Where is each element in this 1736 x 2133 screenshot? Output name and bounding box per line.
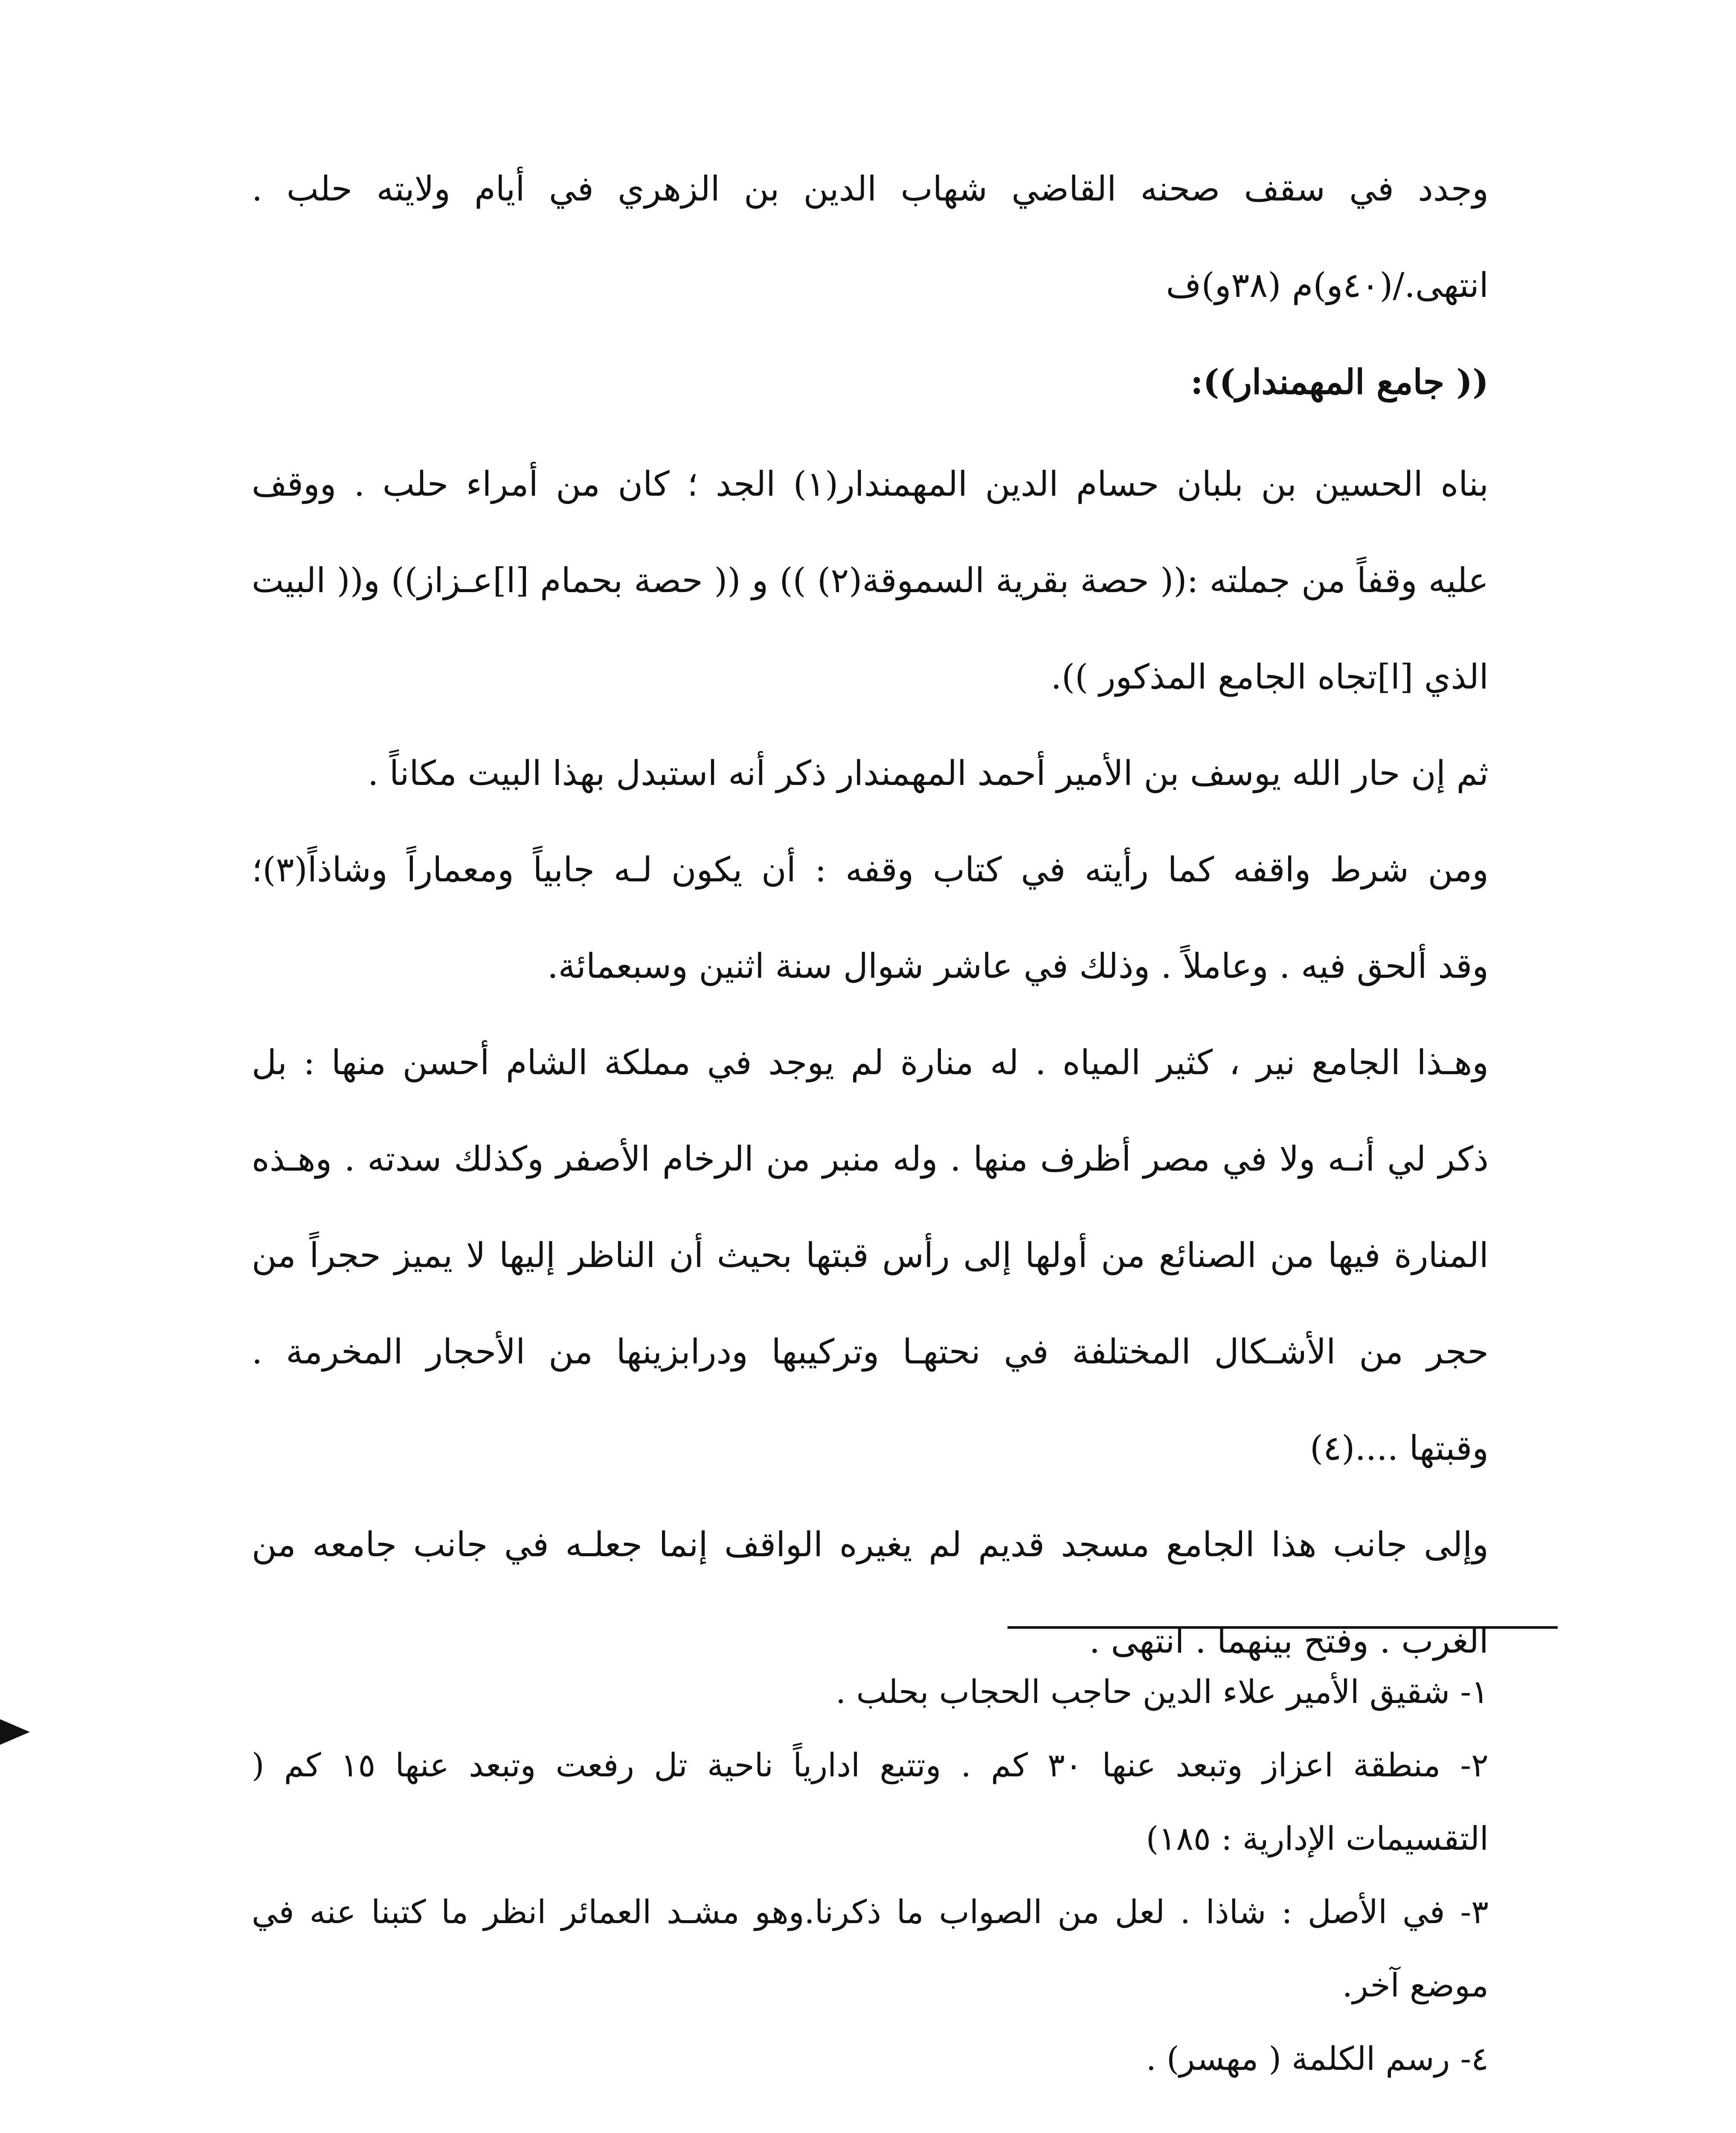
scan-edge-mark <box>0 1719 30 1745</box>
text-line: ذكر لي أنـه ولا في مصر أظرف منها . وله منبر من الرخام الأصفر وكذلك سدته . وهـذه <box>252 1139 1489 1179</box>
text-line: المنارة فيها من الصنائع من أولها إلى رأس قبتها بحيث أن الناظر إليها لا يميز حجراً من <box>252 1235 1489 1275</box>
text-line: وجدد في سقف صحنه القاضي شهاب الدين بن الزهري في أيام ولايته حلب . <box>252 169 1489 209</box>
text-line: عليه وقفاً من جملته :(( حصة بقرية السموقة(٢) )) و (( حصة بحمام [ا]عـزاز)) و(( البيت <box>252 561 1489 600</box>
footnote-line: ٤- رسم الكلمة ( مهسر) . <box>1146 2040 1489 2078</box>
footnotes <box>252 1655 1489 2095</box>
text-line: ثم إن حار الله يوسف بن الأمير أحمد المهمندار ذكر أنه استبدل بهذا البيت مكاناً . <box>367 753 1489 793</box>
text-line: وهـذا الجامع نير ، كثير المياه . له منارة لم يوجد في مملكة الشام أحسن منها : بل <box>252 1043 1489 1082</box>
text-line: حجر من الأشـكال المختلفة في نحتهـا وتركيبها ودرابزينها من الأحجار المخرمة . <box>252 1332 1489 1372</box>
footnote-line: ١- شقيق الأمير علاء الدين حاجب الحجاب بحلب . <box>836 1673 1489 1711</box>
footnote-line: التقسيمات الإدارية : ١٨٥) <box>1146 1819 1489 1857</box>
text-line: وإلى جانب هذا الجامع مسجد قديم لم يغيره الواقف إنما جعلـه في جانب جامعه من <box>252 1525 1489 1564</box>
text-line: الغرب . وفتح بينهما . انتهى . <box>1089 1621 1489 1661</box>
text-line: ومن شرط واقفه كما رأيته في كتاب وقفه : أن يكون لـه جابياً ومعماراً وشاذاً(٣)؛ <box>252 850 1489 889</box>
text-line: الذي [ا]تجاه الجامع المذكور )). <box>1051 657 1489 697</box>
text-line: وقد ألحق فيه . وعاملاً . وذلك في عاشر شوال سنة اثنين وسبعمائة. <box>547 946 1489 986</box>
footnote-line: ٢- منطقة اعزاز وتبعد عنها ٣٠ كم . وتتبع ادارياً ناحية تل رفعت وتبعد عنها ١٥ كم ( <box>252 1746 1489 1784</box>
section-heading: (( جامع المهمندار)): <box>1190 362 1489 402</box>
text-line: بناه الحسين بن بلبان حسام الدين المهمندار(١) الجد ؛ كان من أمراء حلب . ووقف <box>252 464 1489 504</box>
footnote-line: موضع آخر. <box>1342 1966 1489 2004</box>
main-text <box>252 141 1489 1689</box>
footnote-line: ٣- في الأصل : شاذا . لعل من الصواب ما ذكرنا.وهو مشـد العمائر انظر ما كتبنا عنه في <box>252 1893 1489 1931</box>
footnote-separator <box>1007 1626 1558 1629</box>
text-line: انتهى./(٤٠و)م (٣٨و)ف <box>1166 265 1489 305</box>
paragraph-gap <box>252 430 1489 436</box>
text-line: وقبتها ....(٤) <box>1310 1428 1489 1468</box>
